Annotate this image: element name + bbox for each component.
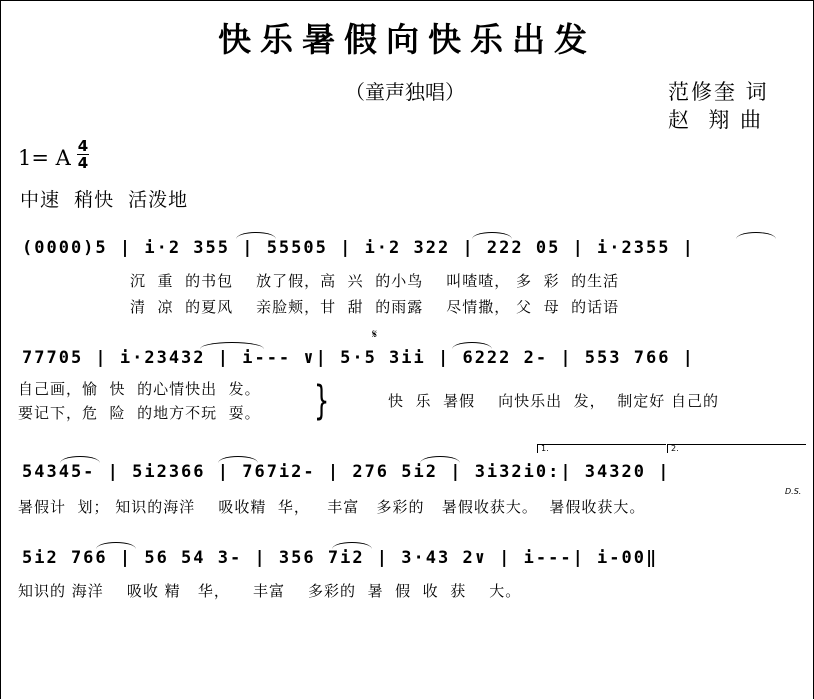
notation-line-4: 5i2 766 | 56 54 3- | 356 7i2 | 3·43 2∨ | i---| i-00‖ (22, 548, 659, 568)
notation-line-3: 54345- | 5i2366 | 767i2- | 276 5i2 | 3i32i0:| 34320 | (22, 462, 671, 482)
chorus-lyric-line-2: 快 乐 暑假 向快乐出 发， 制定好 自己的 (388, 392, 719, 410)
notation-line-1: (0000)5 | i·2 355 | 55505 | i·2 322 | 222 05 | i·2355 | (22, 238, 695, 258)
slur (60, 456, 100, 463)
slur (236, 232, 276, 239)
time-signature (77, 138, 89, 171)
lyricist-credit: 范修奎 词 (668, 80, 769, 104)
first-ending-bracket (537, 444, 666, 453)
lyric-line-4: 知识的 海洋 吸收 精 华， 丰富 多彩的 暑 假 收 获 大。 (18, 582, 522, 600)
lyric-line-2b: 要记下，危 险 的地方不玩 耍。 (18, 404, 261, 422)
key-signature: 1= A (18, 146, 71, 170)
slur (200, 342, 264, 349)
slur (96, 542, 136, 549)
second-ending-label: 2. (671, 444, 679, 453)
slur (472, 232, 512, 239)
verse-brace: } (314, 378, 330, 424)
time-signature-top: 4 (77, 137, 89, 155)
lyric-line-3: 暑假计 划； 知识的海洋 吸收精 华， 丰富 多彩的 暑假收获大。 暑假收获大。 (18, 498, 646, 516)
slur (420, 456, 460, 463)
ds-marking: D.S. (785, 487, 802, 496)
song-subtitle: （童声独唱） (345, 80, 465, 104)
time-signature-bottom: 4 (77, 154, 89, 172)
slur (332, 542, 372, 549)
tempo-marking: 中速 稍快 活泼地 (20, 189, 189, 211)
lyric-line-2a: 自己画，愉 快 的心情快出 发。 (18, 380, 261, 398)
slur (218, 456, 258, 463)
lyric-line-1a: 沉 重 的书包 放了假，高 兴 的小鸟 叫喳喳， 多 彩 的生活 (130, 272, 620, 290)
notation-line-2: 77705 | i·23432 | i--- ∨| 5·5 3ii | 6222 2- | 553 766 | (22, 348, 695, 368)
slur (736, 232, 776, 239)
composer-credit: 赵 翔 曲 (668, 108, 764, 132)
segno-sign: 𝄋 (372, 327, 378, 341)
song-title: 快乐暑假向快乐出发 (218, 20, 596, 59)
lyric-line-1b: 清 凉 的夏风 亲脸颊，甘 甜 的雨露 尽情撒， 父 母 的话语 (130, 298, 620, 316)
slur (452, 342, 492, 349)
second-ending-bracket (667, 444, 806, 453)
first-ending-label: 1. (541, 444, 549, 453)
